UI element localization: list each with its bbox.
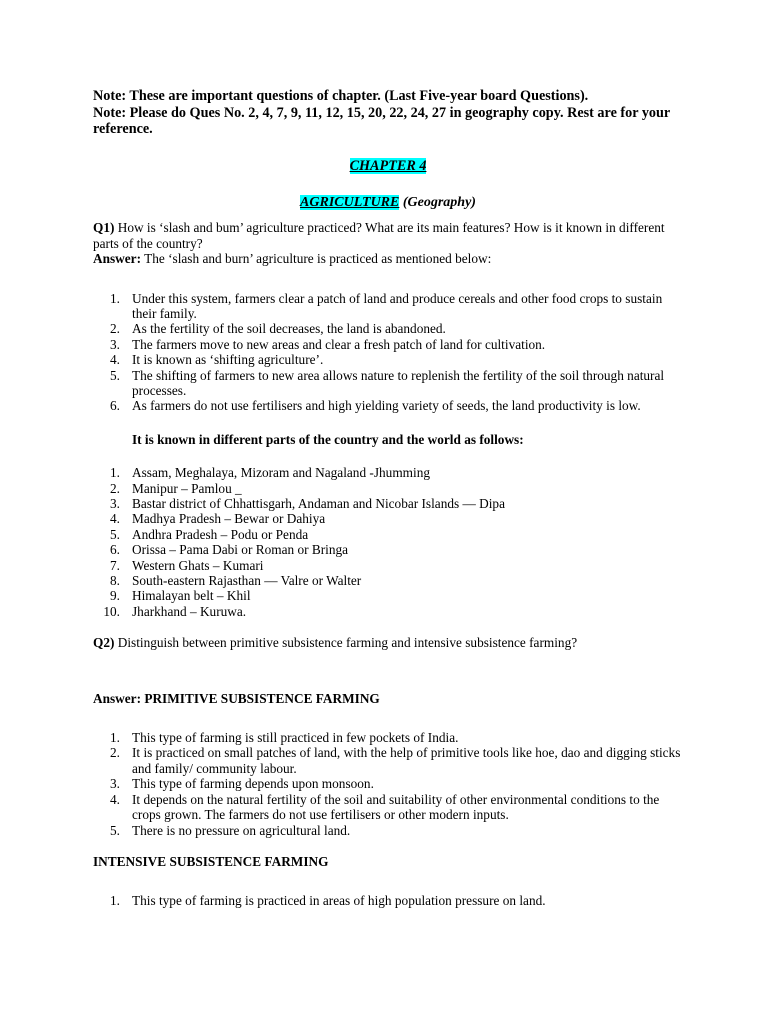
note-homework: Note: Please do Ques No. 2, 4, 7, 9, 11, 12, 15, 20, 22, 24, 27 in geography copy. Rest are for your reference. (93, 104, 670, 137)
question-2-label: Q2) (93, 635, 115, 651)
list-item: 3. The farmers move to new areas and clear a fresh patch of land for cultivation. (110, 336, 546, 352)
chapter-title: CHAPTER 4 (349, 157, 427, 174)
list-item: 3. This type of farming depends upon monsoon. (110, 776, 374, 792)
list-item: 1. This type of farming is practiced in areas of high population pressure on land. (110, 893, 546, 909)
list-item: 2. It is practiced on small patches of land, with the help of primitive tools like hoe, dao and digging sticks and family/ community labour. (110, 745, 681, 776)
list-item: 4. Madhya Pradesh – Bewar or Dahiya (110, 511, 326, 527)
list-item: 6. Orissa – Pama Dabi or Roman or Bringa (110, 542, 349, 558)
list-item: 5. The shifting of farmers to new area allows nature to replenish the fertility of the soil through natural processes. (110, 367, 665, 398)
subject-title: AGRICULTURE (300, 194, 400, 210)
answer-2-heading: Answer: PRIMITIVE SUBSISTENCE FARMING (93, 690, 380, 706)
list-item: 1. Assam, Meghalaya, Mizoram and Nagaland -Jhumming (110, 465, 430, 481)
list-item: 2. Manipur – Pamlou _ (110, 480, 242, 496)
question-1-text: How is ‘slash and bum’ agriculture practiced? What are its main features? How is it known in different parts of the country? (93, 220, 665, 251)
list-item: 8. South-eastern Rajasthan — Valre or Walter (110, 573, 362, 589)
question-2 (93, 635, 683, 650)
list-item: 4. It is known as ‘shifting agriculture’. (110, 352, 324, 368)
chapter-heading (93, 159, 683, 174)
question-1-label: Q1) (93, 220, 115, 236)
list-item: 9. Himalayan belt – Khil (110, 588, 251, 604)
document-page (93, 88, 683, 909)
list-item: 5. There is no pressure on agricultural land. (110, 822, 351, 838)
list-item: 1. Under this system, farmers clear a patch of land and produce cereals and other food crops to sustain their family. (110, 290, 663, 321)
list-item: 1. This type of farming is still practiced in few pockets of India. (110, 730, 459, 746)
regional-names-list (93, 465, 683, 619)
list-item: 7. Western Ghats – Kumari (110, 557, 264, 573)
answer-1-text: The ‘slash and burn’ agriculture is practiced as mentioned below: (141, 251, 492, 267)
answer-1-label: Answer: (93, 251, 142, 267)
intensive-farming-list (93, 893, 683, 908)
primitive-farming-list (93, 730, 683, 838)
slash-burn-points-list (93, 291, 683, 414)
list-item: 6. As farmers do not use fertilisers and high yielding variety of seeds, the land productivity is low. (110, 398, 641, 414)
list-item: 10. Jharkhand – Kuruwa. (103, 603, 247, 619)
list-item: 4. It depends on the natural fertility of the soil and suitability of other environmental conditions to the crops grown. The farmers do not use fertilisers or other modern inputs. (110, 791, 660, 823)
list-item: 5. Andhra Pradesh – Podu or Penda (110, 526, 309, 542)
list-item: 3. Bastar district of Chhattisgarh, Andaman and Nicobar Islands — Dipa (110, 496, 505, 511)
list-item: 2. As the fertility of the soil decreases, the land is abandoned. (110, 321, 446, 337)
question-1 (93, 220, 683, 251)
intensive-farming-heading: INTENSIVE SUBSISTENCE FARMING (93, 853, 329, 869)
subject-suffix: (Geography) (399, 194, 476, 210)
note-important: Note: These are important questions of chapter. (Last Five-year board Questions). (93, 88, 589, 104)
question-2-text: Distinguish between primitive subsistence farming and intensive subsistence farming? (114, 635, 578, 651)
answer-1-intro (93, 251, 683, 266)
known-as-heading: It is known in different parts of the country and the world as follows: (132, 431, 524, 447)
subject-heading (93, 195, 683, 210)
